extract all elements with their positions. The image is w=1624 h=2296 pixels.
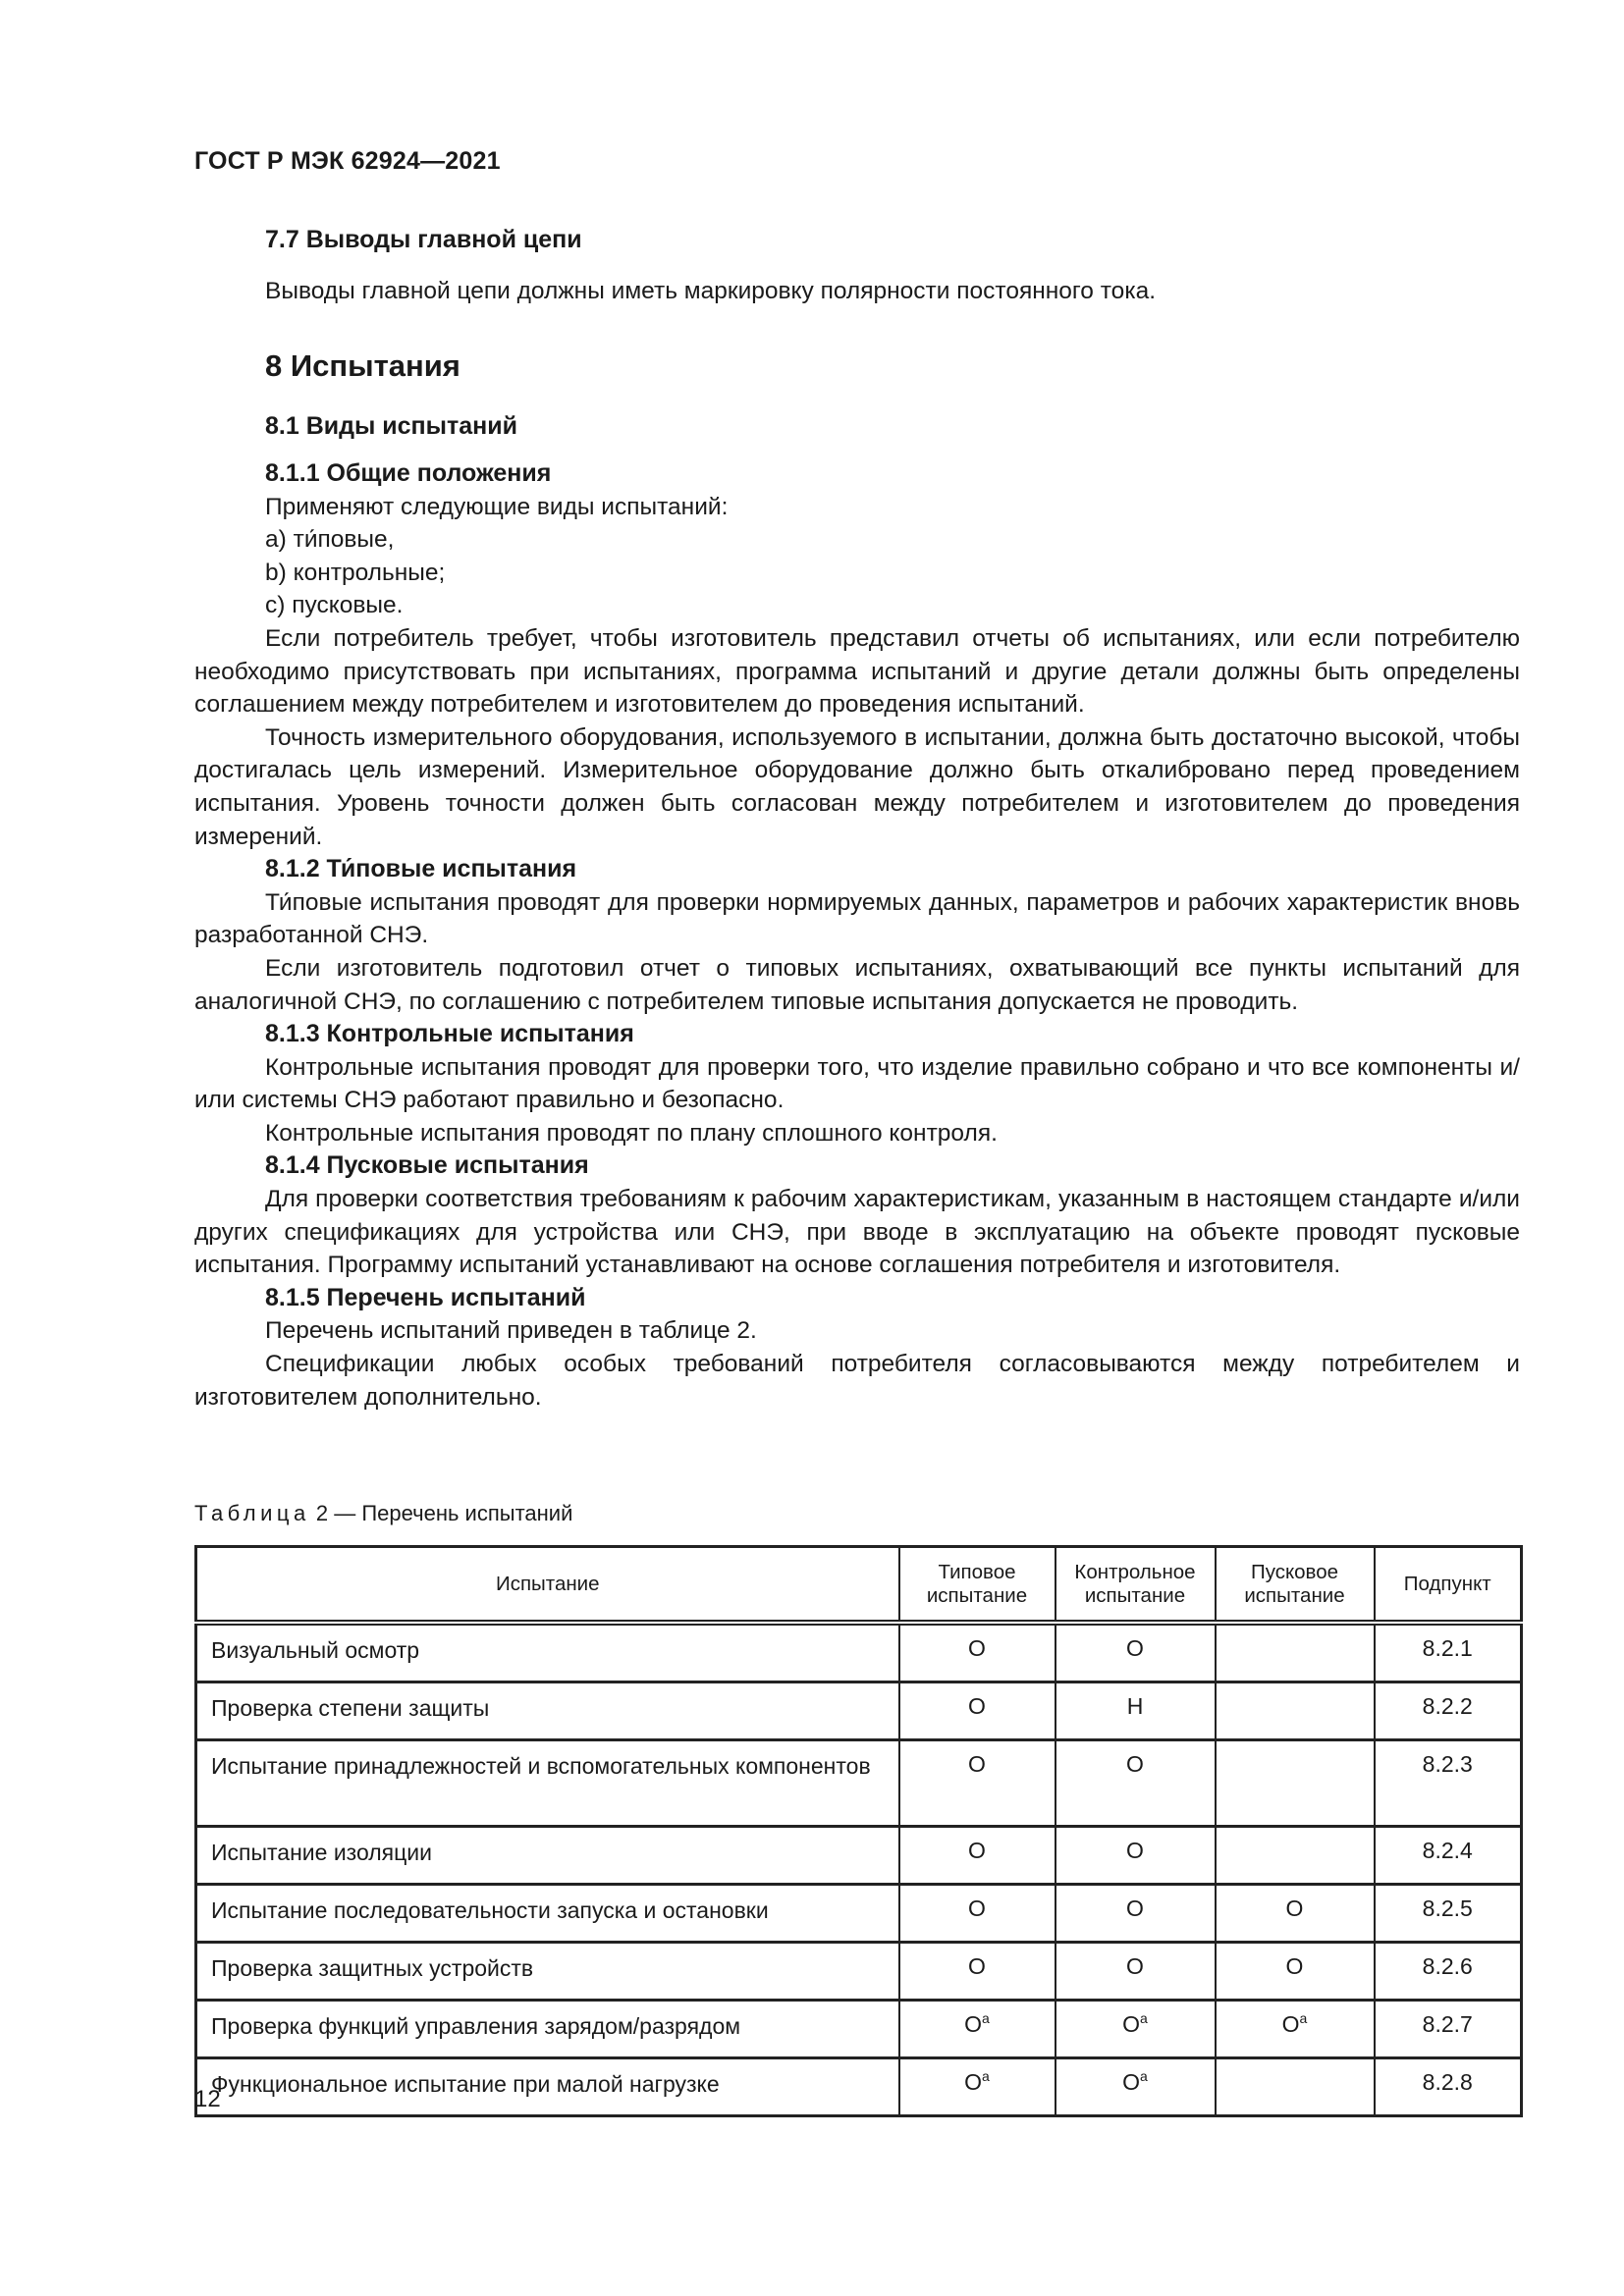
- paragraph: Если изготовитель подготовил отчет о типовых испытаниях, охватывающий все пункты испытаний для аналогичной СНЭ, по соглашению с потребителем типовые испытания допускается не проводить.: [194, 954, 1520, 1015]
- clause-cell: 8.2.7: [1375, 2001, 1522, 2058]
- type-value: О: [968, 1896, 986, 1921]
- section-8-heading: 8 Испытания: [265, 348, 460, 383]
- type-test-cell: [899, 2001, 1056, 2058]
- type-value: О: [964, 2011, 983, 2037]
- table-row: [196, 1740, 1522, 1827]
- section-8-1-2-heading: 8.1.2 Ти́повые испытания: [265, 855, 577, 883]
- type-test-cell: [899, 1827, 1056, 1885]
- section-8-1-3-heading: 8.1.3 Контрольные испытания: [265, 1020, 634, 1048]
- commissioning-test-cell: [1216, 1827, 1375, 1885]
- test-name-cell: Испытание изоляции: [196, 1827, 899, 1885]
- list-item: а) ти́повые,: [265, 526, 395, 554]
- test-name-cell: Функциональное испытание при малой нагрузке: [196, 2058, 899, 2116]
- section-8-1-body: [194, 457, 1520, 1414]
- list-item: b) контрольные;: [265, 559, 446, 586]
- table-row: [196, 1943, 1522, 2001]
- type-test-cell: [899, 2058, 1056, 2116]
- table-row: [196, 1827, 1522, 1885]
- intro-text: Применяют следующие виды испытаний:: [265, 493, 729, 520]
- type-test-cell: [899, 1740, 1056, 1827]
- commissioning-value: О: [1285, 1896, 1304, 1921]
- routine-test-cell: [1056, 1827, 1216, 1885]
- page-number: 12: [194, 2086, 221, 2112]
- test-name-cell: Визуальный осмотр: [196, 1623, 899, 1682]
- type-value: О: [968, 1751, 986, 1777]
- table-caption-label: Таблица: [194, 1501, 310, 1525]
- clause-cell: 8.2.8: [1375, 2058, 1522, 2116]
- paragraph: Для проверки соответствия требованиям к рабочим характеристикам, указанным в настоящем стандарте и/или других спецификациях для устройства или СНЭ, при вводе в эксплуатацию на объекте проводят пусковые испытания. Программу испытаний устанавливают на основе соглашения потребителя и изготовителя.: [194, 1186, 1520, 1279]
- commissioning-test-cell: [1216, 1943, 1375, 2001]
- paragraph: Ти́повые испытания проводят для проверки нормируемых данных, параметров и рабочих характеристик вновь разработанной СНЭ.: [194, 888, 1520, 949]
- footnote-marker: a: [982, 2010, 990, 2026]
- test-name-cell: Проверка степени защиты: [196, 1682, 899, 1740]
- type-test-cell: [899, 1943, 1056, 2001]
- type-value: О: [968, 1838, 986, 1863]
- clause-cell: 8.2.1: [1375, 1623, 1522, 1682]
- clause-cell: 8.2.2: [1375, 1682, 1522, 1740]
- test-name-cell: Проверка функций управления зарядом/разрядом: [196, 2001, 899, 2058]
- routine-test-cell: [1056, 1943, 1216, 2001]
- commissioning-test-cell: [1216, 1740, 1375, 1827]
- section-7-7-text: Выводы главной цепи должны иметь маркировку полярности постоянного тока.: [265, 278, 1157, 304]
- section-8-1-5-heading: 8.1.5 Перечень испытаний: [265, 1283, 586, 1311]
- routine-value: О: [1126, 1838, 1144, 1863]
- paragraph: Точность измерительного оборудования, используемого в испытании, должна быть достаточно высокой, чтобы достигалась цель измерений. Измерительное оборудование должно быть откалибровано перед проведением испытания. Уровень точности должен быть согласован между потребителем и изготовителем до проведения измерений.: [194, 723, 1520, 850]
- test-name-cell: Испытание принадлежностей и вспомогательных компонентов: [196, 1740, 899, 1827]
- type-value: О: [968, 1953, 986, 1979]
- footnote-marker: a: [1140, 2010, 1148, 2026]
- section-8-1-4-heading: 8.1.4 Пусковые испытания: [265, 1151, 589, 1180]
- column-header-commissioning-test: Пусковое испытание: [1216, 1547, 1375, 1624]
- commissioning-value: О: [1281, 2011, 1300, 2037]
- type-test-cell: [899, 1623, 1056, 1682]
- routine-value: О: [1126, 1751, 1144, 1777]
- test-name-cell: Проверка защитных устройств: [196, 1943, 899, 2001]
- table-row: [196, 2001, 1522, 2058]
- test-name-cell: Испытание последовательности запуска и остановки: [196, 1885, 899, 1943]
- commissioning-test-cell: [1216, 1885, 1375, 1943]
- commissioning-test-cell: [1216, 2058, 1375, 2116]
- clause-cell: 8.2.5: [1375, 1885, 1522, 1943]
- table-header-row: [196, 1547, 1522, 1624]
- type-value: О: [964, 2069, 983, 2095]
- column-header-test: Испытание: [196, 1547, 899, 1624]
- routine-test-cell: [1056, 1682, 1216, 1740]
- table-row: [196, 1623, 1522, 1682]
- type-value: О: [968, 1693, 986, 1719]
- type-test-cell: [899, 1885, 1056, 1943]
- footnote-marker: a: [1140, 2068, 1148, 2084]
- column-header-routine-test: Контрольное испытание: [1056, 1547, 1216, 1624]
- type-value: О: [968, 1635, 986, 1661]
- routine-value: О: [1122, 2069, 1141, 2095]
- commissioning-test-cell: [1216, 1682, 1375, 1740]
- clause-cell: 8.2.4: [1375, 1827, 1522, 1885]
- table-caption-title: 2 — Перечень испытаний: [315, 1501, 573, 1525]
- section-8-1-1-heading: 8.1.1 Общие положения: [265, 459, 552, 487]
- clause-cell: 8.2.3: [1375, 1740, 1522, 1827]
- paragraph: Контрольные испытания проводят для проверки того, что изделие правильно собрано и что все компоненты и/или системы СНЭ работают правильно и безопасно.: [194, 1053, 1520, 1114]
- list-item: c) пусковые.: [265, 592, 404, 619]
- routine-test-cell: [1056, 1623, 1216, 1682]
- routine-value: О: [1122, 2011, 1141, 2037]
- table-row: [196, 2058, 1522, 2116]
- column-header-type-test: Типовое испытание: [899, 1547, 1056, 1624]
- routine-value: Н: [1126, 1693, 1144, 1719]
- routine-test-cell: [1056, 1885, 1216, 1943]
- routine-value: О: [1126, 1953, 1144, 1979]
- document-id: ГОСТ Р МЭК 62924—2021: [194, 147, 501, 175]
- commissioning-test-cell: [1216, 2001, 1375, 2058]
- table-row: [196, 1682, 1522, 1740]
- footnote-marker: a: [1299, 2010, 1308, 2026]
- commissioning-test-cell: [1216, 1623, 1375, 1682]
- table-caption: [194, 1501, 572, 1526]
- routine-test-cell: [1056, 2001, 1216, 2058]
- tests-table: [194, 1545, 1523, 2117]
- section-8-1-heading: 8.1 Виды испытаний: [265, 412, 517, 440]
- paragraph: Перечень испытаний приведен в таблице 2.: [265, 1317, 757, 1345]
- footnote-marker: a: [982, 2068, 990, 2084]
- type-test-cell: [899, 1682, 1056, 1740]
- clause-cell: 8.2.6: [1375, 1943, 1522, 2001]
- table-row: [196, 1885, 1522, 1943]
- section-7-7-heading: 7.7 Выводы главной цепи: [265, 226, 582, 253]
- paragraph: Контрольные испытания проводят по плану сплошного контроля.: [265, 1119, 998, 1147]
- routine-value: О: [1126, 1635, 1144, 1661]
- routine-value: О: [1126, 1896, 1144, 1921]
- paragraph: Спецификации любых особых требований потребителя согласовываются между потребителем и изготовителем дополнительно.: [194, 1351, 1520, 1411]
- column-header-clause: Подпункт: [1375, 1547, 1522, 1624]
- routine-test-cell: [1056, 2058, 1216, 2116]
- paragraph: Если потребитель требует, чтобы изготовитель представил отчеты об испытаниях, или если потребителю необходимо присутствовать при испытаниях, программа испытаний и другие детали должны быть определены соглашением между потребителем и изготовителем до проведения испытаний.: [194, 624, 1520, 719]
- routine-test-cell: [1056, 1740, 1216, 1827]
- commissioning-value: О: [1285, 1953, 1304, 1979]
